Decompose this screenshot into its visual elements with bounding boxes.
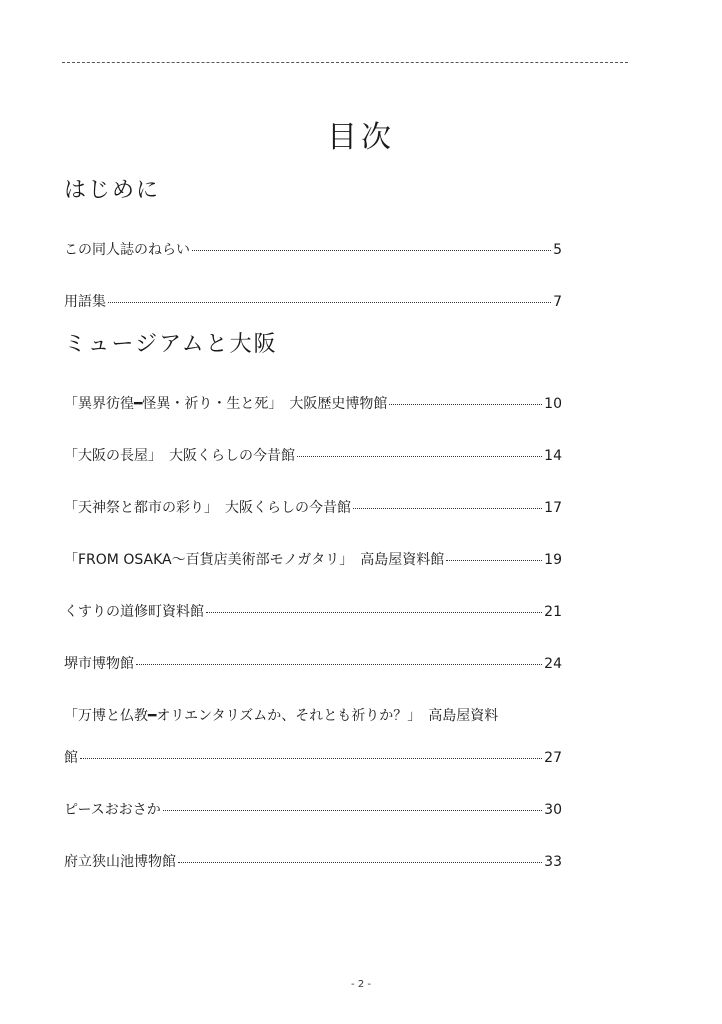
toc-entry-title: 用語集	[64, 294, 106, 310]
toc-entry-title: 府立狭山池博物館	[64, 854, 176, 870]
toc-entry-page: 19	[544, 552, 562, 568]
toc-entry-title: この同人誌のねらい	[64, 242, 190, 258]
toc-entry-page: 17	[544, 500, 562, 516]
toc-entry[interactable]	[64, 292, 562, 312]
toc-entry-title: 「異界彷徨━怪異・祈り・生と死」 大阪歴史博物館	[64, 396, 388, 412]
toc-entry[interactable]	[64, 748, 562, 768]
toc-entry-page: 30	[544, 802, 562, 818]
dot-leader	[389, 404, 542, 405]
section-heading-intro: はじめに	[64, 178, 161, 203]
header-dashed-rule	[62, 62, 628, 63]
page-title: 目次	[327, 120, 395, 155]
toc-entry[interactable]	[64, 654, 562, 674]
toc-entry-title: 「天神祭と都市の彩り」 大阪くらしの今昔館	[64, 500, 351, 516]
toc-entry-page: 7	[553, 294, 562, 310]
toc-entry[interactable]	[64, 602, 562, 622]
toc-entry-title-wrapped[interactable]: 「万博と仏教━オリエンタリズムか、それとも祈りか？」 高島屋資料	[64, 708, 499, 724]
dot-leader	[353, 508, 542, 509]
section-heading-museums: ミュージアムと大阪	[64, 332, 278, 357]
dot-leader	[178, 862, 542, 863]
toc-entry[interactable]	[64, 550, 562, 570]
toc-entry[interactable]	[64, 240, 562, 260]
dot-leader	[163, 810, 542, 811]
toc-entry[interactable]	[64, 394, 562, 414]
toc-entry-title: くすりの道修町資料館	[64, 604, 204, 620]
toc-entry-page: 5	[553, 242, 562, 258]
toc-entry[interactable]	[64, 446, 562, 466]
toc-entry-page: 14	[544, 448, 562, 464]
dot-leader	[108, 302, 551, 303]
toc-entry-page: 24	[544, 656, 562, 672]
toc-entry-page: 33	[544, 854, 562, 870]
toc-entry[interactable]	[64, 800, 562, 820]
toc-entry-title: 「大阪の長屋」 大阪くらしの今昔館	[64, 448, 295, 464]
toc-entry-title: 「FROM OSAKA～百貨店美術部モノガタリ」 高島屋資料館	[64, 552, 445, 568]
dot-leader	[297, 456, 542, 457]
dot-leader	[136, 664, 542, 665]
dot-leader	[446, 560, 542, 561]
toc-entry-title: ピースおおさか	[64, 802, 161, 818]
toc-entry-page: 21	[544, 604, 562, 620]
dot-leader	[192, 250, 551, 251]
toc-entry[interactable]	[64, 498, 562, 518]
toc-entry-title: 堺市博物館	[64, 656, 134, 672]
toc-entry-page: 10	[544, 396, 562, 412]
dot-leader	[206, 612, 542, 613]
dot-leader	[80, 758, 542, 759]
toc-entry[interactable]	[64, 852, 562, 872]
page-number: - 2 -	[351, 979, 371, 990]
toc-entry-title-continued: 館	[64, 750, 78, 766]
toc-entry-page: 27	[544, 750, 562, 766]
